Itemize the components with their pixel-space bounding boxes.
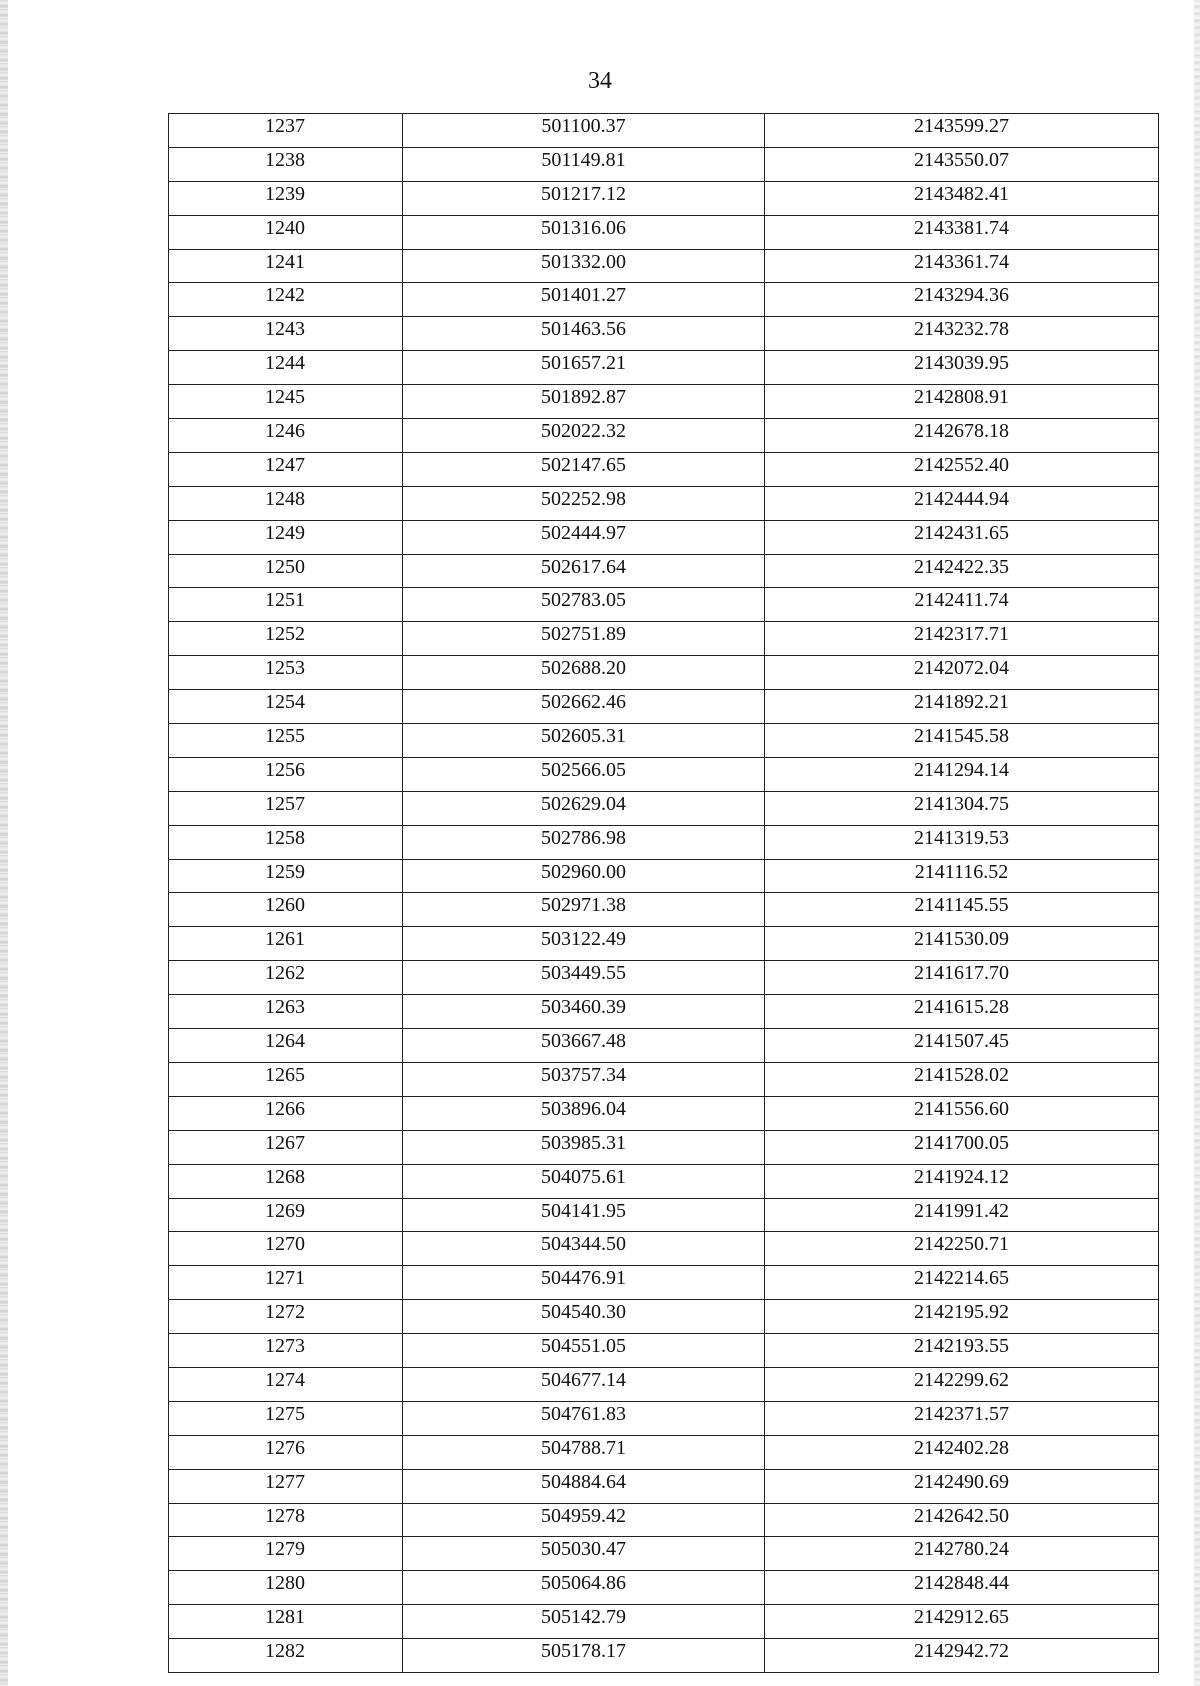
point-number-cell: 1262 <box>169 961 403 995</box>
point-number-cell: 1278 <box>169 1503 403 1537</box>
x-coordinate-cell: 503449.55 <box>403 961 765 995</box>
y-coordinate-cell: 2141700.05 <box>765 1130 1159 1164</box>
y-coordinate-cell: 2143550.07 <box>765 147 1159 181</box>
y-coordinate-cell: 2142942.72 <box>765 1639 1159 1673</box>
point-number-cell: 1243 <box>169 317 403 351</box>
coordinate-table-body <box>169 114 1159 1673</box>
y-coordinate-cell: 2143232.78 <box>765 317 1159 351</box>
x-coordinate-cell: 502960.00 <box>403 859 765 893</box>
x-coordinate-cell: 502605.31 <box>403 724 765 758</box>
y-coordinate-cell: 2141507.45 <box>765 1029 1159 1063</box>
point-number-cell: 1271 <box>169 1266 403 1300</box>
table-row <box>169 859 1159 893</box>
point-number-cell: 1282 <box>169 1639 403 1673</box>
table-row <box>169 283 1159 317</box>
point-number-cell: 1237 <box>169 114 403 148</box>
table-row <box>169 317 1159 351</box>
table-row <box>169 1164 1159 1198</box>
point-number-cell: 1239 <box>169 181 403 215</box>
scan-edge-left <box>0 0 8 1686</box>
point-number-cell: 1253 <box>169 656 403 690</box>
point-number-cell: 1273 <box>169 1334 403 1368</box>
point-number-cell: 1267 <box>169 1130 403 1164</box>
scan-edge-right <box>1194 0 1200 1686</box>
point-number-cell: 1266 <box>169 1096 403 1130</box>
x-coordinate-cell: 501892.87 <box>403 385 765 419</box>
x-coordinate-cell: 503757.34 <box>403 1062 765 1096</box>
x-coordinate-cell: 502444.97 <box>403 520 765 554</box>
table-row <box>169 554 1159 588</box>
table-row <box>169 1029 1159 1063</box>
x-coordinate-cell: 504476.91 <box>403 1266 765 1300</box>
x-coordinate-cell: 505030.47 <box>403 1537 765 1571</box>
table-row <box>169 486 1159 520</box>
y-coordinate-cell: 2141545.58 <box>765 724 1159 758</box>
point-number-cell: 1242 <box>169 283 403 317</box>
table-row <box>169 927 1159 961</box>
table-row <box>169 825 1159 859</box>
table-row <box>169 1232 1159 1266</box>
x-coordinate-cell: 502252.98 <box>403 486 765 520</box>
point-number-cell: 1274 <box>169 1367 403 1401</box>
table-row <box>169 249 1159 283</box>
point-number-cell: 1264 <box>169 1029 403 1063</box>
table-row <box>169 452 1159 486</box>
point-number-cell: 1258 <box>169 825 403 859</box>
table-row <box>169 1571 1159 1605</box>
x-coordinate-cell: 503667.48 <box>403 1029 765 1063</box>
table-row <box>169 791 1159 825</box>
x-coordinate-cell: 504884.64 <box>403 1469 765 1503</box>
table-row <box>169 147 1159 181</box>
x-coordinate-cell: 502688.20 <box>403 656 765 690</box>
table-row <box>169 1266 1159 1300</box>
x-coordinate-cell: 504677.14 <box>403 1367 765 1401</box>
x-coordinate-cell: 504075.61 <box>403 1164 765 1198</box>
table-row <box>169 961 1159 995</box>
x-coordinate-cell: 502662.46 <box>403 690 765 724</box>
point-number-cell: 1281 <box>169 1605 403 1639</box>
table-row <box>169 656 1159 690</box>
point-number-cell: 1259 <box>169 859 403 893</box>
table-row <box>169 1469 1159 1503</box>
y-coordinate-cell: 2141145.55 <box>765 893 1159 927</box>
x-coordinate-cell: 505142.79 <box>403 1605 765 1639</box>
point-number-cell: 1270 <box>169 1232 403 1266</box>
x-coordinate-cell: 502971.38 <box>403 893 765 927</box>
point-number-cell: 1246 <box>169 419 403 453</box>
y-coordinate-cell: 2142193.55 <box>765 1334 1159 1368</box>
y-coordinate-cell: 2141530.09 <box>765 927 1159 961</box>
x-coordinate-cell: 504344.50 <box>403 1232 765 1266</box>
point-number-cell: 1272 <box>169 1300 403 1334</box>
table-row <box>169 724 1159 758</box>
table-row <box>169 351 1159 385</box>
point-number-cell: 1279 <box>169 1537 403 1571</box>
x-coordinate-cell: 504788.71 <box>403 1435 765 1469</box>
table-row <box>169 622 1159 656</box>
x-coordinate-cell: 501463.56 <box>403 317 765 351</box>
point-number-cell: 1238 <box>169 147 403 181</box>
table-row <box>169 1503 1159 1537</box>
x-coordinate-cell: 502147.65 <box>403 452 765 486</box>
point-number-cell: 1245 <box>169 385 403 419</box>
point-number-cell: 1250 <box>169 554 403 588</box>
x-coordinate-cell: 504141.95 <box>403 1198 765 1232</box>
point-number-cell: 1261 <box>169 927 403 961</box>
y-coordinate-cell: 2142411.74 <box>765 588 1159 622</box>
table-row <box>169 588 1159 622</box>
table-row <box>169 1096 1159 1130</box>
x-coordinate-cell: 502022.32 <box>403 419 765 453</box>
x-coordinate-cell: 504761.83 <box>403 1401 765 1435</box>
x-coordinate-cell: 504540.30 <box>403 1300 765 1334</box>
point-number-cell: 1244 <box>169 351 403 385</box>
y-coordinate-cell: 2142780.24 <box>765 1537 1159 1571</box>
point-number-cell: 1269 <box>169 1198 403 1232</box>
y-coordinate-cell: 2143039.95 <box>765 351 1159 385</box>
x-coordinate-cell: 501316.06 <box>403 215 765 249</box>
y-coordinate-cell: 2142317.71 <box>765 622 1159 656</box>
point-number-cell: 1265 <box>169 1062 403 1096</box>
table-row <box>169 181 1159 215</box>
y-coordinate-cell: 2143381.74 <box>765 215 1159 249</box>
table-row <box>169 757 1159 791</box>
table-row <box>169 520 1159 554</box>
point-number-cell: 1252 <box>169 622 403 656</box>
x-coordinate-cell: 503896.04 <box>403 1096 765 1130</box>
x-coordinate-cell: 502751.89 <box>403 622 765 656</box>
x-coordinate-cell: 504551.05 <box>403 1334 765 1368</box>
x-coordinate-cell: 501332.00 <box>403 249 765 283</box>
y-coordinate-cell: 2141528.02 <box>765 1062 1159 1096</box>
y-coordinate-cell: 2143361.74 <box>765 249 1159 283</box>
y-coordinate-cell: 2142490.69 <box>765 1469 1159 1503</box>
y-coordinate-cell: 2141615.28 <box>765 995 1159 1029</box>
table-row <box>169 1367 1159 1401</box>
x-coordinate-cell: 502783.05 <box>403 588 765 622</box>
point-number-cell: 1263 <box>169 995 403 1029</box>
y-coordinate-cell: 2142250.71 <box>765 1232 1159 1266</box>
y-coordinate-cell: 2143294.36 <box>765 283 1159 317</box>
y-coordinate-cell: 2142422.35 <box>765 554 1159 588</box>
point-number-cell: 1256 <box>169 757 403 791</box>
table-row <box>169 1639 1159 1673</box>
x-coordinate-cell: 501657.21 <box>403 351 765 385</box>
table-row <box>169 419 1159 453</box>
point-number-cell: 1255 <box>169 724 403 758</box>
x-coordinate-cell: 504959.42 <box>403 1503 765 1537</box>
table-row <box>169 690 1159 724</box>
table-row <box>169 1198 1159 1232</box>
x-coordinate-cell: 501100.37 <box>403 114 765 148</box>
point-number-cell: 1257 <box>169 791 403 825</box>
x-coordinate-cell: 501217.12 <box>403 181 765 215</box>
point-number-cell: 1249 <box>169 520 403 554</box>
y-coordinate-cell: 2141294.14 <box>765 757 1159 791</box>
table-row <box>169 1605 1159 1639</box>
y-coordinate-cell: 2141924.12 <box>765 1164 1159 1198</box>
point-number-cell: 1248 <box>169 486 403 520</box>
y-coordinate-cell: 2141304.75 <box>765 791 1159 825</box>
y-coordinate-cell: 2141319.53 <box>765 825 1159 859</box>
y-coordinate-cell: 2141991.42 <box>765 1198 1159 1232</box>
y-coordinate-cell: 2141556.60 <box>765 1096 1159 1130</box>
y-coordinate-cell: 2142072.04 <box>765 656 1159 690</box>
x-coordinate-cell: 502617.64 <box>403 554 765 588</box>
y-coordinate-cell: 2143599.27 <box>765 114 1159 148</box>
table-row <box>169 1300 1159 1334</box>
y-coordinate-cell: 2142444.94 <box>765 486 1159 520</box>
x-coordinate-cell: 503460.39 <box>403 995 765 1029</box>
point-number-cell: 1268 <box>169 1164 403 1198</box>
x-coordinate-cell: 502629.04 <box>403 791 765 825</box>
table-row <box>169 1130 1159 1164</box>
y-coordinate-cell: 2142912.65 <box>765 1605 1159 1639</box>
point-number-cell: 1241 <box>169 249 403 283</box>
table-row <box>169 1537 1159 1571</box>
y-coordinate-cell: 2142371.57 <box>765 1401 1159 1435</box>
point-number-cell: 1247 <box>169 452 403 486</box>
table-row <box>169 1435 1159 1469</box>
y-coordinate-cell: 2142402.28 <box>765 1435 1159 1469</box>
point-number-cell: 1276 <box>169 1435 403 1469</box>
y-coordinate-cell: 2142299.62 <box>765 1367 1159 1401</box>
x-coordinate-cell: 502566.05 <box>403 757 765 791</box>
table-row <box>169 1334 1159 1368</box>
y-coordinate-cell: 2142808.91 <box>765 385 1159 419</box>
table-row <box>169 1401 1159 1435</box>
point-number-cell: 1251 <box>169 588 403 622</box>
page-number: 34 <box>588 68 612 94</box>
y-coordinate-cell: 2142848.44 <box>765 1571 1159 1605</box>
table-row <box>169 1062 1159 1096</box>
x-coordinate-cell: 501401.27 <box>403 283 765 317</box>
y-coordinate-cell: 2142678.18 <box>765 419 1159 453</box>
y-coordinate-cell: 2142552.40 <box>765 452 1159 486</box>
x-coordinate-cell: 503985.31 <box>403 1130 765 1164</box>
table-row <box>169 893 1159 927</box>
y-coordinate-cell: 2142195.92 <box>765 1300 1159 1334</box>
y-coordinate-cell: 2141892.21 <box>765 690 1159 724</box>
x-coordinate-cell: 505064.86 <box>403 1571 765 1605</box>
coordinate-table <box>168 113 1159 1673</box>
y-coordinate-cell: 2142431.65 <box>765 520 1159 554</box>
y-coordinate-cell: 2142642.50 <box>765 1503 1159 1537</box>
y-coordinate-cell: 2141116.52 <box>765 859 1159 893</box>
point-number-cell: 1277 <box>169 1469 403 1503</box>
table-row <box>169 114 1159 148</box>
x-coordinate-cell: 501149.81 <box>403 147 765 181</box>
point-number-cell: 1260 <box>169 893 403 927</box>
y-coordinate-cell: 2143482.41 <box>765 181 1159 215</box>
x-coordinate-cell: 502786.98 <box>403 825 765 859</box>
table-row <box>169 385 1159 419</box>
point-number-cell: 1254 <box>169 690 403 724</box>
y-coordinate-cell: 2142214.65 <box>765 1266 1159 1300</box>
point-number-cell: 1280 <box>169 1571 403 1605</box>
table-row <box>169 995 1159 1029</box>
x-coordinate-cell: 503122.49 <box>403 927 765 961</box>
point-number-cell: 1240 <box>169 215 403 249</box>
point-number-cell: 1275 <box>169 1401 403 1435</box>
table-row <box>169 215 1159 249</box>
y-coordinate-cell: 2141617.70 <box>765 961 1159 995</box>
x-coordinate-cell: 505178.17 <box>403 1639 765 1673</box>
